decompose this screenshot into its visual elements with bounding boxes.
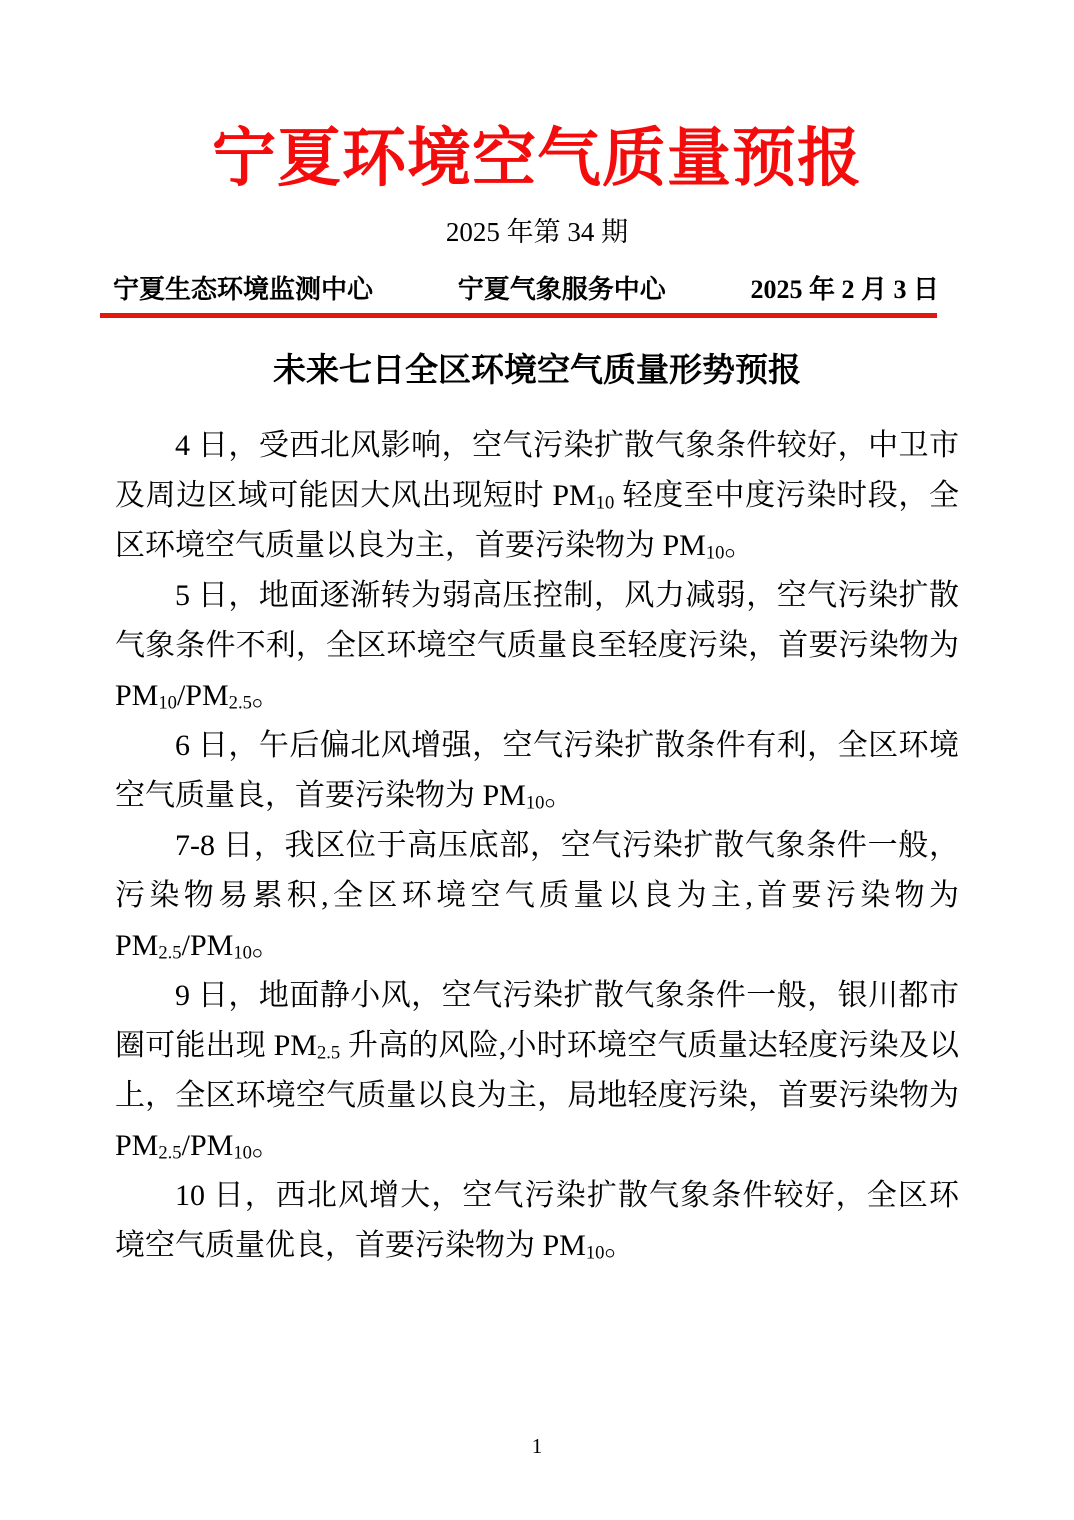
document-title: 宁夏环境空气质量预报	[212, 123, 862, 194]
org-row	[113, 269, 939, 306]
forecast-paragraphs	[115, 421, 959, 1271]
body-paragraph: 7-8 日，我区位于高压底部，空气污染扩散气象条件一般，污染物易累积,全区环境空气质量以良为主,首要污染物为 $PM_{2.5}/PM_{10}$。	[115, 828, 959, 963]
pollutant-subscript: 10	[705, 541, 725, 563]
pollutant-subscript: 10	[525, 791, 545, 813]
org-monitoring-center: 宁夏生态环境监测中心	[113, 274, 374, 304]
pollutant-subscript: 2.5	[158, 941, 182, 963]
section-title: 未来七日全区环境空气质量形势预报	[273, 352, 801, 389]
red-divider	[100, 313, 937, 318]
pollutant-subscript: 2.5	[228, 691, 252, 713]
org-weather-center: 宁夏气象服务中心	[457, 274, 666, 304]
body-paragraph: 6 日，午后偏北风增强，空气污染扩散条件有利，全区环境空气质量良，首要污染物为 $PM_{10}$。	[115, 728, 959, 813]
pollutant-subscript: 10	[233, 941, 252, 963]
pollutant-subscript: 10	[233, 1141, 252, 1163]
body-paragraph: 10 日，西北风增大，空气污染扩散气象条件较好，全区环境空气质量优良，首要污染物为 $PM_{10}$。	[115, 1178, 959, 1263]
pollutant-subscript: 10	[585, 1241, 605, 1263]
pollutant-subscript: 2.5	[316, 1041, 341, 1063]
issue-date: 2025 年 2 月 3 日	[750, 274, 939, 304]
pollutant-subscript: 10	[595, 491, 615, 513]
body-paragraph: 9 日，地面静小风，空气污染扩散气象条件一般，银川都市圈可能出现 $PM_{2.5}$ 升高的风险,小时环境空气质量达轻度污染及以上，全区环境空气质量以良为主，局地轻度污染，首要污染物为 $PM_{2.5}/PM_{10}$。	[115, 978, 960, 1163]
page-number: 1	[531, 1434, 543, 1458]
issue-number: 2025 年第 34 期	[445, 216, 629, 247]
pollutant-subscript: 10	[158, 691, 177, 713]
body-paragraph: 4 日，受西北风影响，空气污染扩散气象条件较好，中卫市及周边区域可能因大风出现短时 $PM_{10}$ 轻度至中度污染时段，全区环境空气质量以良为主，首要污染物为 $PM_{10}$。	[115, 428, 960, 563]
body-paragraph: 5 日，地面逐渐转为弱高压控制，风力减弱，空气污染扩散气象条件不利，全区环境空气质量良至轻度污染，首要污染物为 $PM_{10}/PM_{2.5}$。	[115, 578, 959, 713]
pollutant-subscript: 2.5	[158, 1141, 182, 1163]
